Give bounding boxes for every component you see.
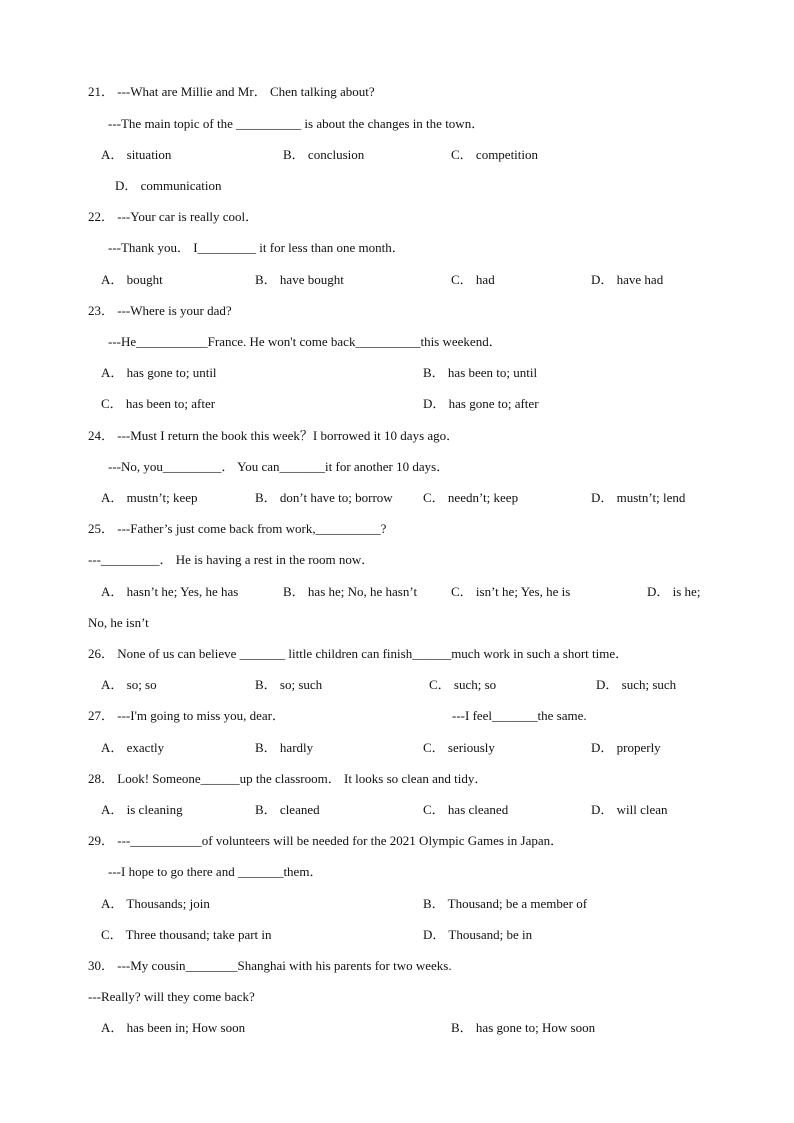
q21-option-d: D． communication bbox=[115, 178, 222, 193]
q28-stem: 28． Look! Someone______up the classroom． It looks so clean and tidy． bbox=[88, 771, 488, 786]
q23-option-d: D． has gone to; after bbox=[423, 396, 539, 411]
q23-option-a: A． has gone to; until bbox=[101, 365, 217, 380]
q22-stem: 22． ---Your car is really cool． bbox=[88, 209, 259, 224]
q29-option-b: B． Thousand; be a member of bbox=[423, 896, 588, 911]
q25-stem: 25． ---Father’s just come back from work,__________? bbox=[88, 521, 387, 536]
q24-option-b: B． don’t have to; borrow bbox=[255, 490, 393, 505]
q22-option-c: C． had bbox=[451, 272, 495, 287]
q30-response: ---Really? will they come back? bbox=[88, 989, 255, 1004]
q24-option-d: D． mustn’t; lend bbox=[591, 490, 686, 505]
q28-option-c: C． has cleaned bbox=[423, 802, 509, 817]
q21-option-c: C． competition bbox=[451, 147, 539, 162]
q30-option-a: A． has been in; How soon bbox=[101, 1020, 246, 1035]
q26-option-b: B． so; such bbox=[255, 677, 323, 692]
q22-response: ---Thank you． I_________ it for less than one month． bbox=[108, 240, 405, 255]
q26-stem: 26． None of us can believe _______ little children can finish______much work in such a short time． bbox=[88, 646, 629, 661]
q27-option-c: C． seriously bbox=[423, 740, 495, 755]
q24-option-c: C． needn’t; keep bbox=[423, 490, 519, 505]
q29-stem: 29． ---___________of volunteers will be needed for the 2021 Olympic Games in Japan． bbox=[88, 833, 564, 848]
q23-option-c: C． has been to; after bbox=[101, 396, 216, 411]
q29-response: ---I hope to go there and _______them． bbox=[108, 864, 323, 879]
q28-option-b: B． cleaned bbox=[255, 802, 320, 817]
q29-option-d: D． Thousand; be in bbox=[423, 927, 533, 942]
q25-option-d: D． is he; bbox=[647, 584, 701, 599]
q29-option-c: C． Three thousand; take part in bbox=[101, 927, 272, 942]
q27-stem: 27． ---I'm going to miss you, dear． bbox=[88, 708, 285, 723]
q27-option-a: A． exactly bbox=[101, 740, 165, 755]
q22-option-a: A． bought bbox=[101, 272, 163, 287]
q29-option-a: A． Thousands; join bbox=[101, 896, 210, 911]
q23-option-b: B． has been to; until bbox=[423, 365, 538, 380]
q30-option-b: B． has gone to; How soon bbox=[451, 1020, 596, 1035]
q21-stem: 21． ---What are Millie and Mr． Chen talking about? bbox=[88, 84, 375, 99]
q25-option-d-continued: No, he isn’t bbox=[88, 615, 149, 630]
q25-response: ---_________． He is having a rest in the room now． bbox=[88, 552, 375, 567]
q25-option-a: A． hasn’t he; Yes, he has bbox=[101, 584, 239, 599]
q24-response: ---No, you_________． You can_______it for another 10 days． bbox=[108, 459, 450, 474]
q22-option-b: B． have bought bbox=[255, 272, 344, 287]
q21-response: ---The main topic of the __________ is about the changes in the town． bbox=[108, 116, 485, 131]
q21-option-b: B． conclusion bbox=[283, 147, 365, 162]
q22-option-d: D． have had bbox=[591, 272, 664, 287]
q26-option-d: D． such; such bbox=[596, 677, 677, 692]
q27-response: ---I feel_______the same. bbox=[452, 708, 587, 723]
q27-option-b: B． hardly bbox=[255, 740, 314, 755]
q26-option-c: C． such; so bbox=[429, 677, 497, 692]
q23-response: ---He___________France. He won't come back__________this weekend． bbox=[108, 334, 502, 349]
q24-stem: 24． ---Must I return the book this week？I borrowed it 10 days ago． bbox=[88, 428, 460, 443]
q27-option-d: D． properly bbox=[591, 740, 661, 755]
q25-option-b: B． has he; No, he hasn’t bbox=[283, 584, 418, 599]
q24-option-a: A． mustn’t; keep bbox=[101, 490, 198, 505]
q30-stem: 30． ---My cousin________Shanghai with his parents for two weeks. bbox=[88, 958, 452, 973]
q26-option-a: A． so; so bbox=[101, 677, 157, 692]
q21-option-a: A． situation bbox=[101, 147, 172, 162]
q28-option-d: D． will clean bbox=[591, 802, 668, 817]
q28-option-a: A． is cleaning bbox=[101, 802, 183, 817]
q25-option-c: C． isn’t he; Yes, he is bbox=[451, 584, 571, 599]
q23-stem: 23． ---Where is your dad? bbox=[88, 303, 232, 318]
